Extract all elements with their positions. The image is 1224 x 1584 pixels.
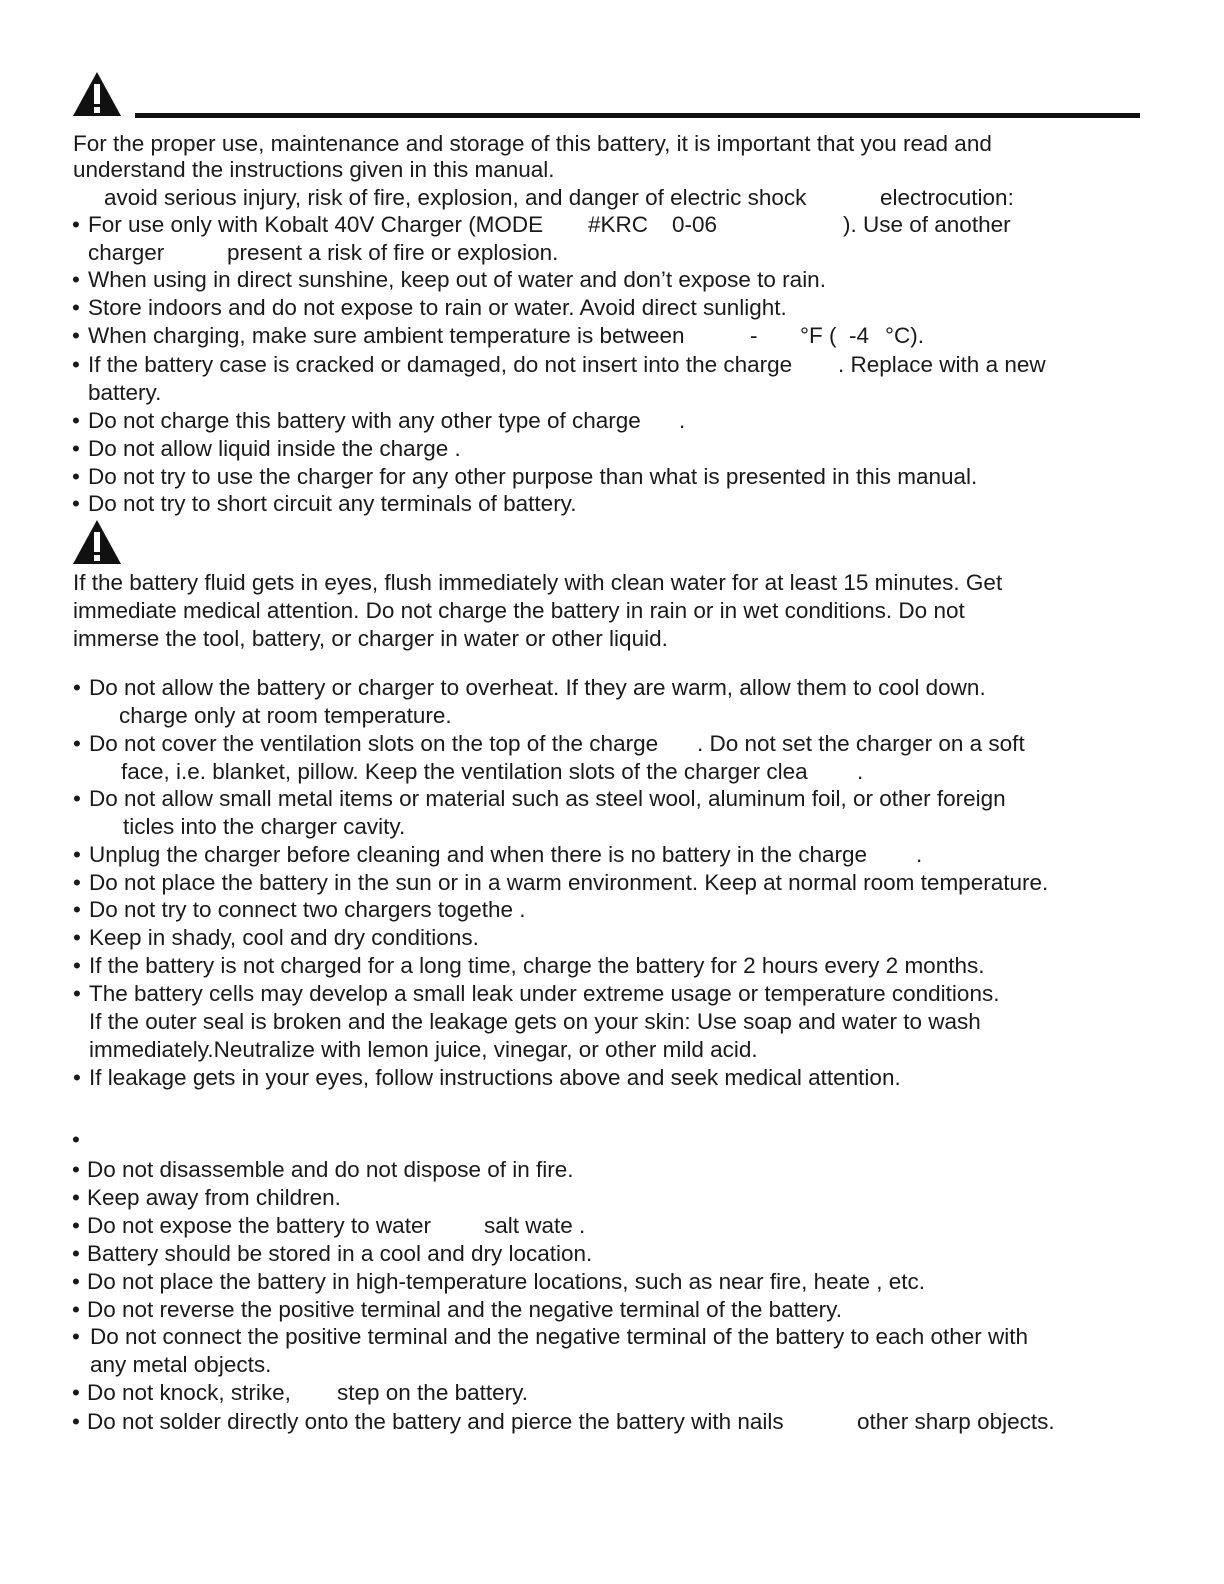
bullet: • [72,1269,80,1294]
bullet: • [73,675,81,700]
intro-line-1: For the proper use, maintenance and storage of this battery, it is important that you read and [73,131,992,156]
list-item-part: immediately.Neutralize with lemon juice, vinegar, or other mild acid. [89,1037,758,1062]
bullet: • [72,267,80,292]
list-item: If the battery case is cracked or damaged, do not insert into the charge [88,352,793,377]
bullet: • [72,1409,80,1434]
paragraph-line: immediate medical attention. Do not charge the battery in rain or in wet conditions. Do not [73,598,965,623]
list-item: Keep away from children. [87,1185,341,1210]
bullet: • [72,408,80,433]
bullet: • [73,953,81,978]
bullet: • [72,1185,80,1210]
list-item-part: #KRC [588,212,649,237]
header-rule [135,113,1140,118]
list-item: Do not connect the positive terminal and the negative terminal of the battery to each other with [90,1324,1029,1349]
bullet: • [73,897,81,922]
list-item-part: - [750,323,758,348]
list-item: Do not disassemble and do not dispose of in fire. [87,1157,574,1182]
list-item: Do not allow small metal items or material such as steel wool, aluminum foil, or other foreign [89,786,1006,811]
list-item-part: ). Use of another [843,212,1011,237]
bullet: • [72,1127,80,1152]
list-item-part: If the outer seal is broken and the leakage gets on your skin: Use soap and water to wash [89,1009,981,1034]
list-item: Do not allow liquid inside the charge . [88,436,461,461]
bullet: • [72,436,80,461]
bullet: • [73,981,81,1006]
lead-text: avoid serious injury, risk of fire, explosion, and danger of electric shock [104,185,807,210]
bullet: • [72,1213,80,1238]
bullet: • [72,1241,80,1266]
list-item: Do not allow the battery or charger to overheat. If they are warm, allow them to cool down. [89,675,986,700]
list-item: Do not expose the battery to water [87,1213,431,1238]
list-item: Do not knock, strike, [87,1380,291,1405]
list-item: Do not solder directly onto the battery and pierce the battery with nails [87,1409,784,1434]
list-item: Do not try to use the charger for any other purpose than what is presented in this manual. [88,464,978,489]
bullet: • [72,352,80,377]
list-item-part: . Do not set the charger on a soft [697,731,1025,756]
list-item: Do not place the battery in the sun or in a warm environment. Keep at normal room temperature. [89,870,1049,895]
list-item-part: ticles into the charger cavity. [123,814,406,839]
list-item-part: face, i.e. blanket, pillow. Keep the ventilation slots of the charger clea [121,759,808,784]
list-item: For use only with Kobalt 40V Charger (MODE [88,212,544,237]
list-item: Do not reverse the positive terminal and the negative terminal of the battery. [87,1297,842,1322]
list-item-part: charge only at room temperature. [119,703,452,728]
bullet: • [72,491,80,516]
list-item: Do not try to connect two chargers togethe . [89,897,526,922]
list-item-part: 0-06 [672,212,718,237]
list-item: Store indoors and do not expose to rain or water. Avoid direct sunlight. [88,295,787,320]
list-item: Do not try to short circuit any terminals of battery. [88,491,577,516]
list-item-part: any metal objects. [90,1352,272,1377]
warning-triangle-icon [72,519,122,565]
list-item: The battery cells may develop a small leak under extreme usage or temperature conditions. [89,981,1000,1006]
list-item-part: . [679,408,686,433]
list-item-part: battery. [88,380,162,405]
list-item-part: °C). [885,323,924,348]
bullet: • [72,1297,80,1322]
list-item-part: . Replace with a new [838,352,1046,377]
bullet: • [72,212,80,237]
list-item-part: present a risk of fire or explosion. [227,240,559,265]
list-item: Do not place the battery in high-temperature locations, such as near fire, heate , etc. [87,1269,925,1294]
bullet: • [73,786,81,811]
list-item-part: . [916,842,923,867]
list-item-part: step on the battery. [337,1380,528,1405]
list-item: When charging, make sure ambient temperature is between [88,323,685,348]
bullet: • [73,1065,81,1090]
list-item-part: °F ( [800,323,837,348]
bullet: • [73,925,81,950]
lead-text-end: electrocution: [880,185,1014,210]
list-item-part: -4 [849,323,870,348]
list-item: When using in direct sunshine, keep out of water and don’t expose to rain. [88,267,826,292]
list-item: Do not charge this battery with any other type of charge [88,408,641,433]
paragraph-line: immerse the tool, battery, or charger in water or other liquid. [73,626,668,651]
bullet: • [73,842,81,867]
bullet: • [73,870,81,895]
bullet: • [72,295,80,320]
bullet: • [72,1157,80,1182]
list-item: Do not cover the ventilation slots on the top of the charge [89,731,659,756]
bullet: • [72,1324,80,1349]
bullet: • [73,731,81,756]
intro-line-2: understand the instructions given in this manual. [73,157,555,182]
list-item-part: other sharp objects. [857,1409,1055,1434]
bullet: • [72,323,80,348]
list-item: Keep in shady, cool and dry conditions. [89,925,479,950]
bullet: • [72,464,80,489]
warning-triangle-icon [72,71,122,117]
list-item-part: salt wate . [484,1213,586,1238]
list-item-part: charger [88,240,165,265]
bullet: • [72,1380,80,1405]
list-item: If the battery is not charged for a long time, charge the battery for 2 hours every 2 months. [89,953,985,978]
list-item-part: . [857,759,864,784]
list-item: Battery should be stored in a cool and dry location. [87,1241,593,1266]
list-item: Unplug the charger before cleaning and when there is no battery in the charge [89,842,868,867]
paragraph-line: If the battery fluid gets in eyes, flush immediately with clean water for at least 15 minutes. Get [73,570,1003,595]
list-item: If leakage gets in your eyes, follow instructions above and seek medical attention. [89,1065,901,1090]
